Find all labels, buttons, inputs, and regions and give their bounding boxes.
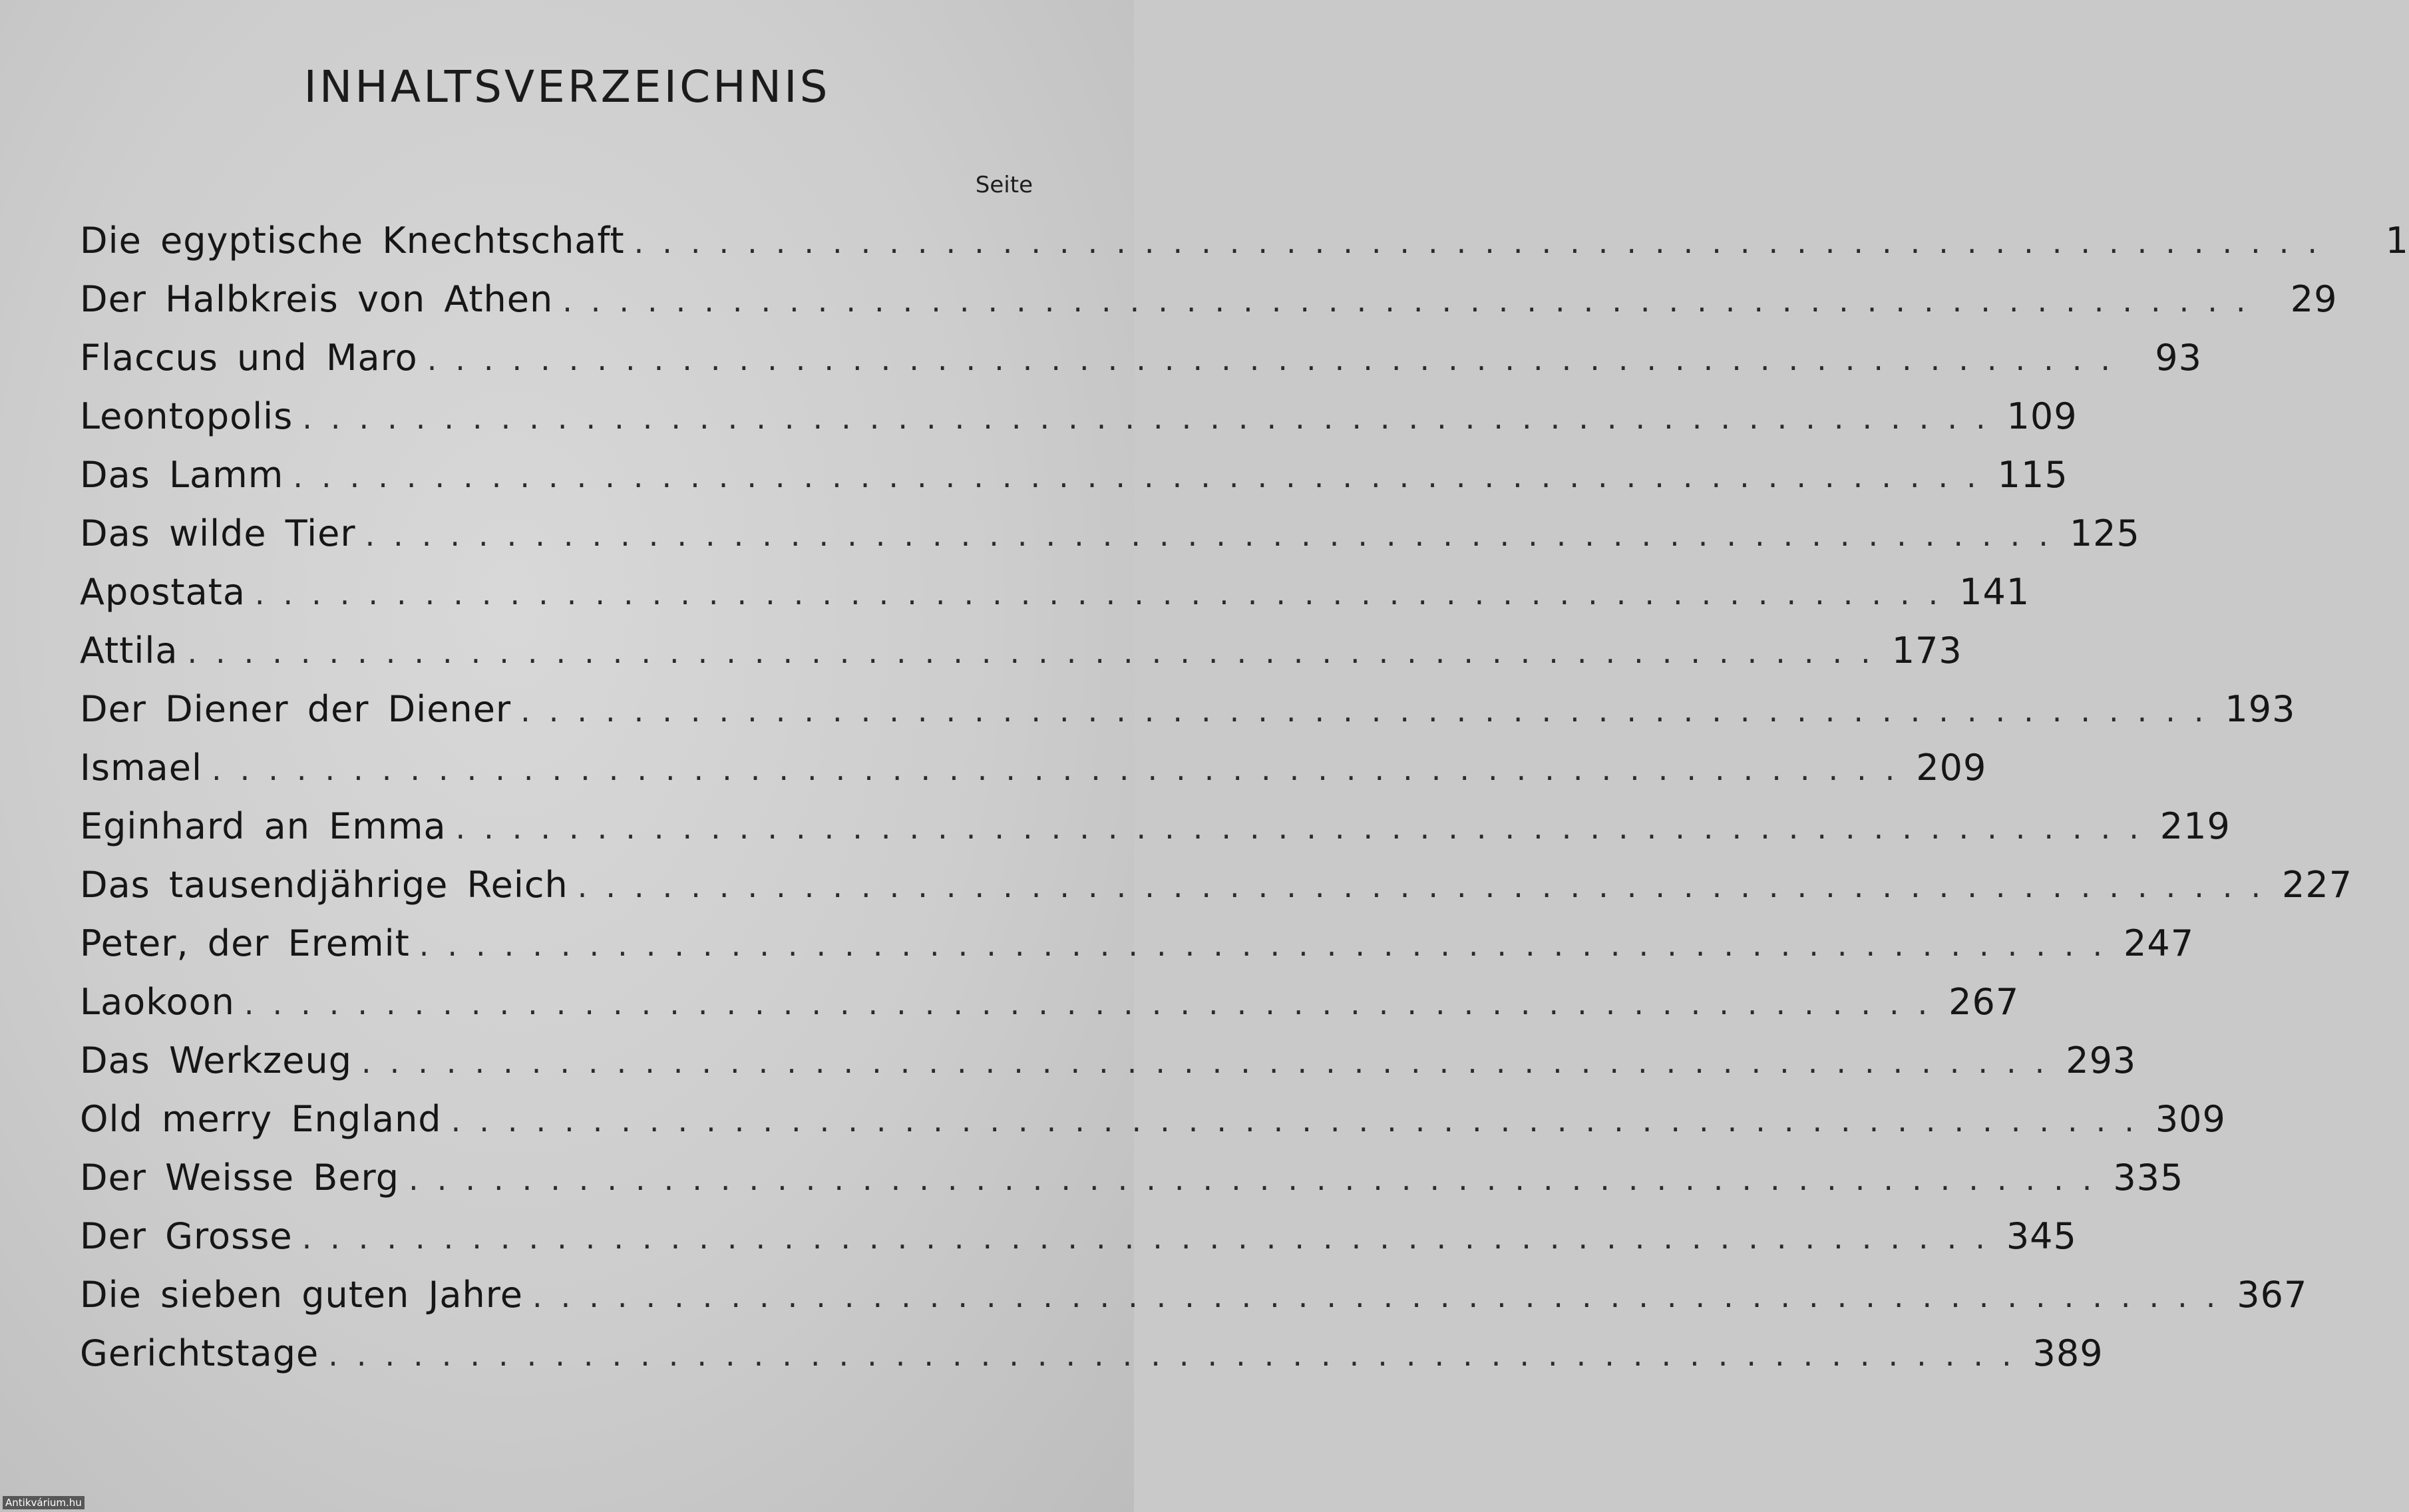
dot-leader: ............................................................ — [211, 751, 1914, 787]
toc-entry-page: 227 — [2282, 864, 2353, 906]
dot-leader: ............................................................ — [532, 1278, 2235, 1314]
toc-entry-page: 193 — [2225, 688, 2296, 730]
toc-entry — [80, 797, 2231, 856]
dot-leader: ............................................................ — [254, 576, 1957, 612]
toc-entry-page: 335 — [2113, 1157, 2184, 1199]
toc-entry — [80, 329, 2203, 387]
toc-entry-page: 267 — [1948, 981, 2020, 1023]
dot-leader: ............................................................ — [409, 1161, 2111, 1197]
toc-entry-page: 125 — [2069, 512, 2140, 554]
toc-entry-title: Der Diener der Diener — [80, 688, 512, 730]
dot-leader: ............................................................ — [301, 1220, 2004, 1256]
toc-entry — [80, 212, 2409, 270]
toc-entry-page: 141 — [1959, 571, 2030, 613]
dot-leader: ............................................................ — [302, 400, 2004, 436]
toc-entry — [80, 973, 2020, 1032]
toc-entry — [80, 1324, 2104, 1383]
toc-entry-page: 1 — [2385, 220, 2409, 262]
toc-entry-title: Die egyptische Knechtschaft — [80, 220, 625, 262]
toc-entry — [80, 1149, 2184, 1207]
toc-entry — [80, 856, 2353, 914]
dot-leader: ............................................................ — [427, 341, 2130, 377]
toc-entry-page: 209 — [1916, 747, 1987, 789]
toc-entry-title: Die sieben guten Jahre — [80, 1274, 523, 1316]
toc-entry-title: Der Halbkreis von Athen — [80, 278, 554, 320]
toc-entry — [80, 504, 2140, 563]
dot-leader: ............................................................ — [577, 868, 2280, 904]
toc-entry-title: Der Grosse — [80, 1215, 293, 1257]
toc-entry — [80, 1090, 2226, 1149]
toc-entry-title: Gerichtstage — [80, 1332, 319, 1374]
toc-entry-title: Leontopolis — [80, 395, 293, 437]
page-column-header: Seite — [975, 172, 1033, 198]
toc-entry — [80, 1032, 2137, 1090]
dot-leader: ............................................................ — [187, 634, 1889, 670]
dot-leader: ............................................................ — [419, 927, 2122, 963]
toc-entry — [80, 914, 2195, 973]
dot-leader: ............................................................ — [328, 1337, 2030, 1373]
watermark: Antikvárium.hu — [3, 1496, 85, 1509]
toc-entry-page: 29 — [2290, 278, 2338, 320]
dot-leader: ............................................................ — [244, 986, 1946, 1022]
toc-entry-page: 389 — [2032, 1332, 2104, 1374]
toc-entry-page: 219 — [2159, 805, 2231, 847]
toc-entry — [80, 622, 1962, 680]
dot-leader: ............................................................ — [634, 224, 2336, 260]
dot-leader: ............................................................ — [451, 1103, 2153, 1139]
toc-entry — [80, 387, 2078, 446]
toc-entry-title: Der Weisse Berg — [80, 1157, 400, 1199]
toc-entry-title: Eginhard an Emma — [80, 805, 447, 847]
toc-entry-page: 247 — [2124, 922, 2195, 964]
toc-entry — [80, 1266, 2308, 1324]
toc-entry-title: Das wilde Tier — [80, 512, 356, 554]
dot-leader: ............................................................ — [455, 810, 2157, 846]
dot-leader: ............................................................ — [361, 1044, 2064, 1080]
toc-entry-title: Peter, der Eremit — [80, 922, 410, 964]
toc-entry-title: Old merry England — [80, 1098, 442, 1140]
table-of-contents — [80, 212, 2409, 1383]
toc-entry-title: Attila — [80, 630, 178, 671]
dot-leader: ............................................................ — [365, 517, 2067, 553]
toc-entry-title: Das Werkzeug — [80, 1040, 352, 1081]
toc-entry-page: 293 — [2066, 1040, 2137, 1081]
toc-entry-page: 115 — [1997, 454, 2068, 496]
toc-entry-title: Ismael — [80, 747, 202, 789]
toc-entry-title: Flaccus und Maro — [80, 337, 418, 379]
toc-entry-title: Apostata — [80, 571, 246, 613]
dot-leader: ............................................................ — [562, 283, 2265, 319]
toc-entry — [80, 563, 2030, 622]
toc-entry — [80, 739, 1987, 797]
toc-entry-title: Das tausendjährige Reich — [80, 864, 568, 906]
toc-entry-title: Das Lamm — [80, 454, 284, 496]
dot-leader: ............................................................ — [520, 693, 2223, 729]
toc-entry-page: 93 — [2155, 337, 2203, 379]
toc-entry — [80, 1207, 2077, 1266]
toc-entry-page: 367 — [2237, 1274, 2308, 1316]
toc-entry-page: 309 — [2155, 1098, 2226, 1140]
toc-entry-page: 109 — [2006, 395, 2078, 437]
page-title: INHALTSVERZEICHNIS — [303, 61, 831, 112]
toc-entry — [80, 680, 2296, 739]
dot-leader: ............................................................ — [293, 459, 1995, 494]
toc-entry-title: Laokoon — [80, 981, 235, 1023]
toc-entry — [80, 446, 2068, 504]
toc-entry — [80, 270, 2338, 329]
toc-entry-page: 345 — [2006, 1215, 2077, 1257]
toc-entry-page: 173 — [1891, 630, 1962, 671]
